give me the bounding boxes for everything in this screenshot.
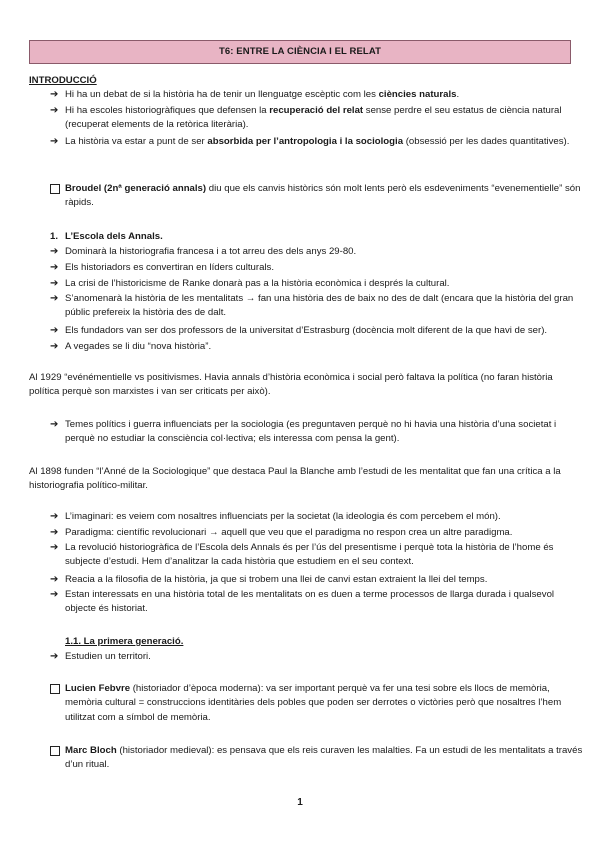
list-item: ➔ Els fundadors van ser dos professors de la universitat d’Estrasburg (docència molt diferent de la que havi de ser).: [50, 324, 587, 338]
checklist-item-bloch: Marc Bloch (historiador medieval): es pensava que els reis curaven les malalties. Fa un estudi de les mentalitats a través d’un ritual.: [50, 744, 587, 773]
list-item: ➔ Dominarà la historiografia francesa i a tot arreu des dels anys 29-80.: [50, 245, 587, 259]
list-item: ➔ La crisi de l’historicisme de Ranke donarà pas a la història econòmica i després la cultural.: [50, 277, 587, 291]
page-number: 1: [297, 797, 303, 808]
list-item: ➔ S’anomenarà la història de les mentalitats → fan una història des de baix no des de dalt (encara que la història del gran públic prefereix la història des de dalt.: [50, 293, 574, 319]
list-item: ➔ Temes polítics i guerra influenciats per la sociologia (es preguntaven perquè no hi havia una història d’una societat i perquè no estudiar la consciència col·lectiva; els interessa com pensa la gent).: [50, 419, 557, 445]
arrow-right-icon: ➔: [50, 246, 59, 257]
list-item: ➔ Hi ha escoles historiogràfiques que defensen la recuperació del relat sense perdre el seu estatus de ciència natural (recuperat elements de la retòrica literària).: [50, 105, 562, 131]
list-item: ➔ Estudien un territori.: [50, 650, 587, 664]
arrow-right-icon: ➔: [50, 574, 59, 585]
list-item: ➔ Hi ha un debat de si la història ha de tenir un llenguatge escèptic com les ciències naturals.: [50, 88, 587, 102]
list-item: ➔ A vegades se li diu “nova història”.: [50, 340, 587, 354]
list-item: ➔ L’imaginari: es veiem com nosaltres influenciats per la societat (la ideologia és com percebem el món).: [50, 510, 587, 524]
arrow-right-icon: ➔: [50, 589, 59, 600]
arrow-right-icon: ➔: [50, 278, 59, 289]
section-heading: 1. L’Escola dels Annals.: [50, 231, 163, 242]
list-item: ➔ La revolució historiogràfica de l’Escola dels Annals és per l’ús del presentisme i perquè tota la història de l’home és subjecte d’estudi. Hem d’analitzar la cada història que estudiem en el seu context.: [50, 542, 554, 568]
list-item: ➔ Els historiadors es convertiran en líders culturals.: [50, 261, 587, 275]
list-item: ➔ La història va estar a punt de ser absorbida per l’antropologia i la sociologia (obsessió per les dades quantitatives).: [50, 135, 587, 149]
paragraph: Al 1898 funden “l’Anné de la Sociologique” que destaca Paul la Blanche amb l’estudi de les mentalitat que fan una crítica a la historiografia político-militar.: [29, 466, 561, 492]
checklist-item-febvre: Lucien Febvre (historiador d’època moderna): va ser important perquè va fer una tesi sobre els llocs de memòria, memòria cultural = construccions identitàries dels pobles que poden ser derrotes o victòries però que nosaltres l’hem utilitzat com a símbol de memòria.: [50, 682, 587, 725]
page-title: T6: ENTRE LA CIÈNCIA I EL RELAT: [29, 40, 571, 64]
arrow-right-icon: ➔: [50, 527, 59, 538]
subsection-heading: 1.1. La primera generació.: [65, 636, 184, 647]
arrow-right-icon: ➔: [50, 293, 59, 304]
arrow-right-icon: ➔: [50, 542, 59, 553]
arrow-right-icon: ➔: [50, 651, 59, 662]
list-item: ➔ Estan interessats en una història total de les mentalitats on es duen a terme processos de llarga durada i qualsevol objecte és historiat.: [50, 589, 555, 615]
arrow-right-icon: ➔: [50, 136, 59, 147]
arrow-right-icon: ➔: [50, 262, 59, 273]
checkbox-icon: [50, 684, 60, 694]
arrow-right-icon: ➔: [50, 89, 59, 100]
arrow-right-icon: ➔: [50, 325, 59, 336]
arrow-right-icon: ➔: [50, 511, 59, 522]
paragraph: Al 1929 “evénémentielle vs positivismes. Havia annals d’història econòmica i social però faltava la política (no faran història política perquè son marxistes i van ser criticats per això).: [29, 372, 553, 398]
arrow-right-icon: ➔: [50, 419, 59, 430]
checklist-item-broudel: Broudel (2nª generació annals) diu que els canvis històrics són molt lents però els esdeveniments “evenementielle” són ràpids.: [50, 182, 587, 211]
checkbox-icon: [50, 746, 60, 756]
intro-heading: INTRODUCCIÓ: [29, 75, 97, 86]
list-item: ➔ Reacia a la filosofia de la història, ja que si trobem una llei de canvi estan extraient la llei del temps.: [50, 573, 587, 587]
arrow-right-icon: ➔: [50, 341, 59, 352]
list-item: ➔ Paradigma: científic revolucionari → aquell que veu que el paradigma no respon crea un altre paradigma.: [50, 526, 587, 540]
checkbox-icon: [50, 184, 60, 194]
arrow-right-icon: ➔: [50, 105, 59, 116]
